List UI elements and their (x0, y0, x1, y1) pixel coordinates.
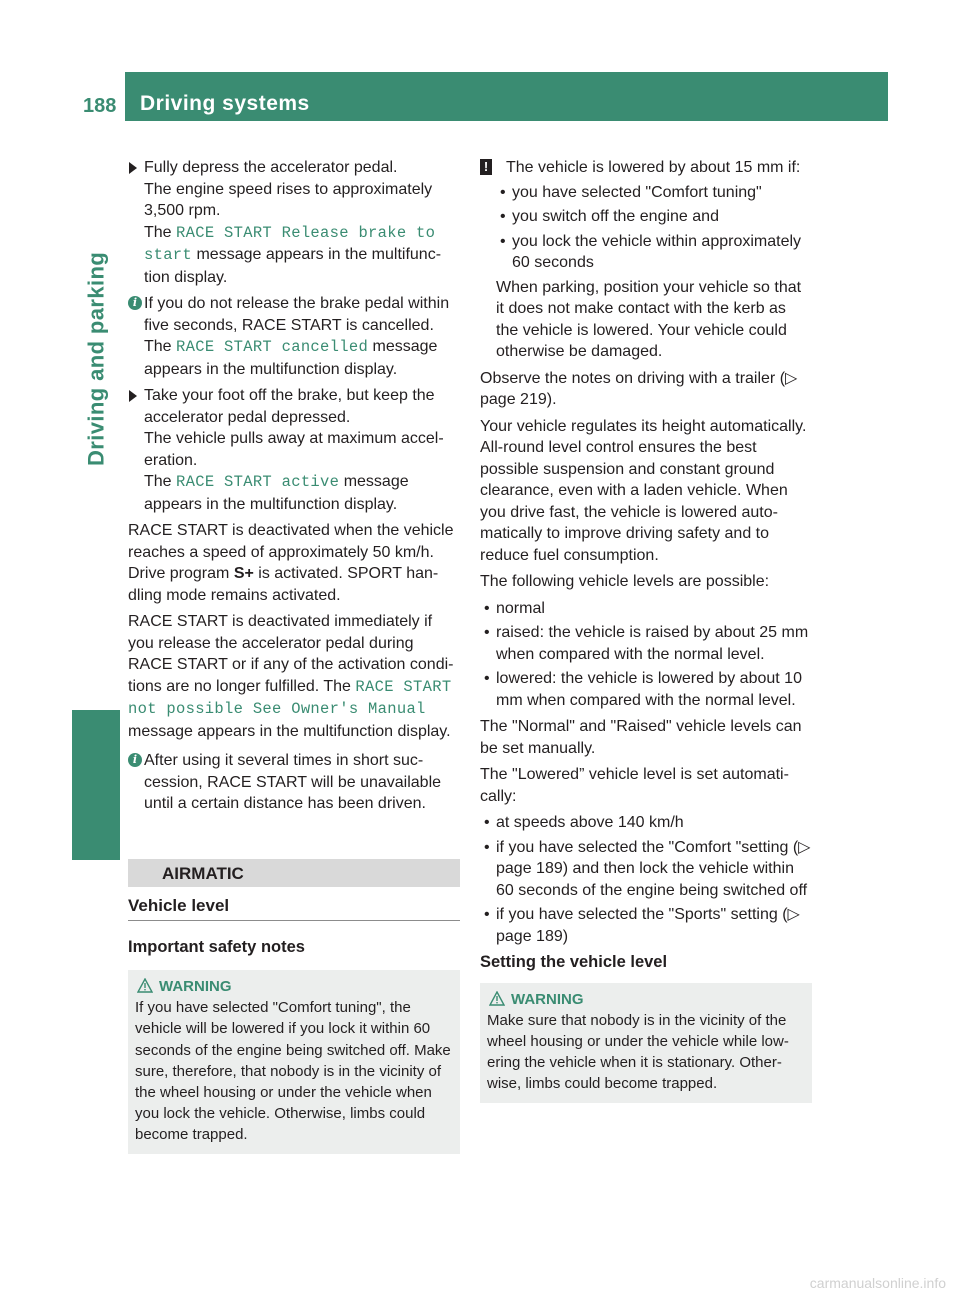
list-item: • normal (484, 599, 545, 617)
list-item: • raised: the vehicle is raised by about 25 mm when compared with the normal level. (484, 624, 809, 663)
info-note: i After using it several times in short succession, RACE START will be unavailable until a certain distance has been driven. (128, 750, 460, 815)
step-arrow-icon (129, 390, 137, 402)
display-message: RACE START cancelled (176, 338, 369, 356)
warning-triangle-icon (137, 978, 153, 993)
info-icon: i (128, 753, 142, 767)
step-text: The vehicle pulls away at maximum acceleration. (144, 430, 444, 469)
warning-text: If you have selected "Comfort tuning", the vehicle will be lowered if you lock it within 60 seconds of the engine being switched off. Make sure, therefore, that nobody is in the vicinity of the wheel housing or under the vehicle when you lock the vehicle. Otherwise, limbs could become trapped. (135, 999, 451, 1144)
list-item: • if you have selected the "Sports" setting (▷ page 189) (484, 906, 800, 945)
setting-heading: Setting the vehicle level (480, 953, 668, 971)
step-depress-accelerator (128, 157, 460, 288)
subsection-heading: Vehicle level (128, 895, 460, 921)
warning-triangle-icon (489, 991, 505, 1006)
paragraph: The following vehicle levels are possible: (480, 573, 770, 590)
step-text: The engine speed rises to approximately 3,500 rpm. (144, 180, 433, 219)
step-text: The RACE START active message appears in the multifunction display. (144, 473, 409, 513)
safety-notes-heading: Important safety notes (128, 937, 305, 956)
step-arrow-icon (129, 162, 137, 174)
exclamation-icon: ! (480, 159, 492, 175)
display-message: RACE START not possible See Owner's Manual (128, 677, 452, 718)
step-release-brake (128, 385, 460, 515)
right-column (480, 157, 812, 1103)
list-item: • if you have selected the "Comfort "setting (▷ page 189) and then lock the vehicle within 60 seconds of the engine being switched off (484, 838, 811, 899)
list-item: • at speeds above 140 km/h (484, 814, 684, 831)
paragraph: The "Normal" and "Raised" vehicle levels can be set manually. (480, 718, 802, 757)
watermark: carmanualsonline.info (809, 1274, 946, 1291)
page-number: 188 (83, 95, 117, 117)
caution-bullets (496, 182, 812, 274)
paragraph: Your vehicle regulates its height automatically. All-round level control ensures the best possible suspension and constant ground clearance, even with a laden vehicle. When you drive fast, the vehicle is lowered automatically to improve driving safety and to reduce fuel consumption. (480, 417, 807, 564)
left-column (128, 157, 460, 1154)
list-item: • lowered: the vehicle is lowered by about 10 mm when compared with the normal level. (484, 670, 802, 709)
list-item: • you have selected "Comfort tuning" (500, 183, 762, 201)
paragraph: When parking, position your vehicle so that it does not make contact with the kerb as the vehicle is lowered. Your vehicle could otherwise be damaged. (496, 278, 802, 360)
display-message: RACE START active (176, 473, 340, 491)
side-tab-marker (72, 710, 120, 860)
display-message: RACE START Release brake to start (144, 223, 436, 264)
list-item: • you lock the vehicle within approximately 60 seconds (500, 232, 802, 271)
list-item: • you switch off the engine and (500, 208, 719, 225)
side-section-label: Driving and parking (83, 252, 109, 467)
warning-title: WARNING (135, 976, 452, 997)
warning-title: WARNING (487, 989, 804, 1010)
warning-box (480, 983, 812, 1103)
paragraph: RACE START is deactivated immediately if you release the accelerator pedal during RACE START or if any of the activation conditions are no longer fulfilled. The RACE START not possible See Owner's Manual message appears in the multifunction display. (128, 613, 454, 740)
warning-box (128, 970, 460, 1154)
header-divider (125, 72, 127, 121)
warning-text: Make sure that nobody is in the vicinity of the wheel housing or under the vehicle while lowering the vehicle when it is stationary. Otherwise, limbs could become trapped. (487, 1011, 789, 1093)
step-text: Fully depress the accelerator pedal. (144, 159, 398, 176)
info-note: i If you do not release the brake pedal within five seconds, RACE START is cancelled. The RACE START cancelled message appears in the multifunction display. (128, 293, 460, 380)
step-text: The RACE START Release brake to start message appears in the multifunction display. (144, 223, 442, 286)
paragraph: Observe the notes on driving with a trailer (▷ page 219). (480, 369, 798, 408)
caution-note: ! The vehicle is lowered by about 15 mm if: (480, 157, 812, 179)
page-title: Driving systems (140, 92, 310, 115)
section-heading: AIRMATIC (128, 859, 460, 888)
info-icon: i (128, 296, 142, 310)
step-text: Take your foot off the brake, but keep the accelerator pedal depressed. (144, 387, 435, 426)
paragraph: RACE START is deactivated when the vehicle reaches a speed of approximately 50 km/h. Drive program S+ is activated. SPORT handling mode remains activated. (128, 522, 454, 604)
paragraph: The "Lowered” vehicle level is set automatically: (480, 766, 789, 805)
